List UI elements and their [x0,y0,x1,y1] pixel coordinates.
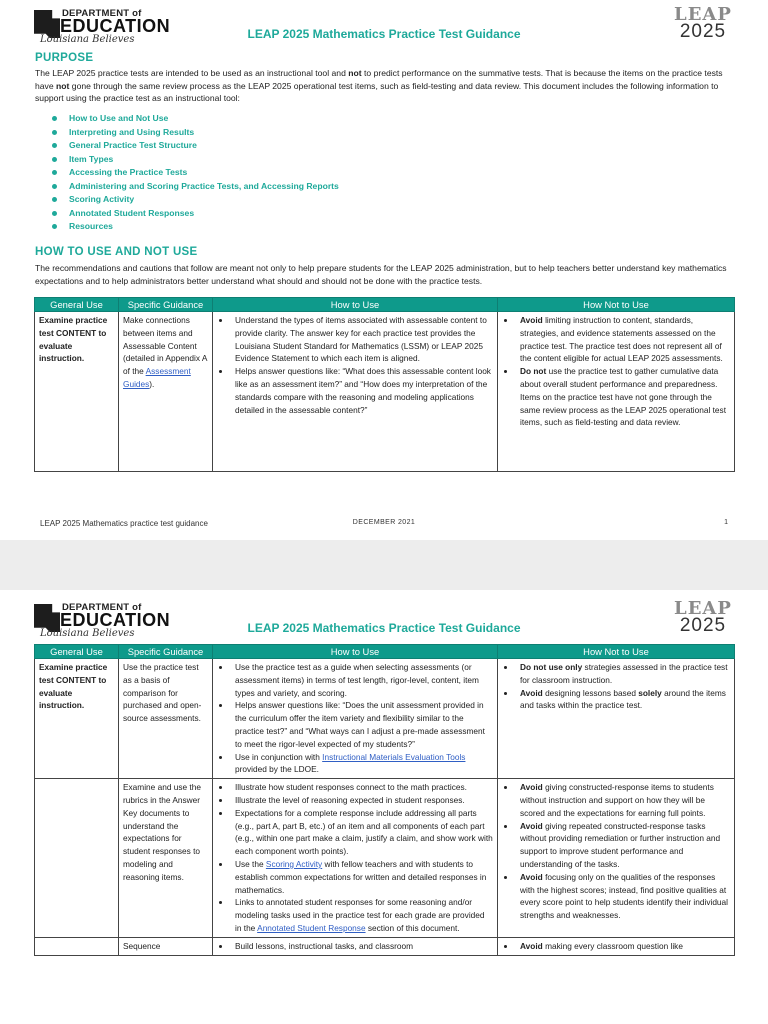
bullet-text: focusing only on the qualities of the responses with the highest scores; instead, find positive qualities at every score point to help students identify their individual strengths and weaknesses. [520,871,729,921]
leap-2025-logo [672,600,734,635]
table-row [35,779,735,938]
column-header: General Use [35,298,119,312]
column-header: How to Use [213,298,498,312]
scoring-activity-link[interactable]: Scoring Activity [265,858,323,869]
general-use-cell: Examine practice test CONTENT to evaluate instruction. [35,312,119,472]
bullet-text: Use the [235,858,264,869]
specific-guidance-cell: Examine and use the rubrics in the Answer Key documents to understand the expectations for student responses to modeling and reasoning items. [119,779,213,938]
specific-guidance-cell: Use the practice test as a basis of comparison for purchased and open-source assessments. [119,659,213,779]
column-header: How Not to Use [498,645,735,659]
purpose-emphasis-not: not [56,80,70,91]
purpose-text-c: gone through the same review process as the LEAP 2025 operational test items, such as field-testing and data review. This document includes the following information to support using the practice test as an instructional tool: [35,80,719,104]
bullet-item [516,687,730,713]
purpose-paragraph [35,67,735,105]
toc-link[interactable]: Interpreting and Using Results [52,126,339,140]
bullet-text: making every classroom question like [545,940,683,951]
bullet-text: section of this document. [367,922,460,933]
purpose-text-a: The LEAP 2025 practice tests are intended to be used as an instructional tool and [35,68,346,78]
contents-list [52,112,339,234]
emphasis: Avoid [520,940,543,951]
bullet-item [516,365,730,429]
how-to-use-cell [213,312,498,472]
leap-logo-line1: LEAP [674,4,732,25]
toc-link[interactable]: Item Types [52,153,339,167]
how-to-use-cell [213,779,498,938]
table-header-row [35,298,735,312]
document-page-2 [0,590,768,1024]
bullet-item [231,896,493,934]
bullet-text: around the items and tasks within the practice test. [520,687,726,711]
bullet-item [516,871,730,922]
toc-link[interactable]: Accessing the Practice Tests [52,166,339,180]
bullet-text: Links to annotated student responses for some reasoning and/or modeling tasks used in the practice test for each grade are provided in the [235,897,485,933]
how-to-use-heading: HOW TO USE AND NOT USE [35,246,198,258]
leap-logo-line2: 2025 [679,21,727,42]
purpose-emphasis-not: not [348,68,362,78]
column-header: Specific Guidance [119,298,213,312]
bullet-item: • Helps answer questions like: “What does this assessable content look like as an assessment item?” and “How does my interpretation of the standards compare with the reasoning and modeling applications detailed in the assessable content?” [231,365,493,416]
how-to-use-cell [213,659,498,779]
how-not-to-use-cell [498,937,735,955]
emphasis: Avoid [520,782,543,793]
logo-education-text: EDUCATION [60,16,171,36]
instructional-materials-link[interactable]: Instructional Materials Evaluation Tools [322,751,466,762]
bullet-text: limiting instruction to content, standards, strategies, and evidence statements assessed on the practice test. The practice test does not represent all of the content eligible for actual LEAP 2025 assessments. [520,315,723,364]
page-header-title: LEAP 2025 Mathematics Practice Test Guidance [247,27,521,41]
specific-text-end: ). [149,378,155,389]
bullet-item [231,858,493,896]
logo-dept-text: DEPARTMENT of [62,8,142,19]
logo-dept-text: DEPARTMENT of [62,602,142,613]
purpose-heading: PURPOSE [35,52,94,64]
table-row [35,659,735,779]
bullet-text: use the practice test to gather cumulative data about overall student performance and preparedness. Items on the practice test have not gone through the same review process as the LEAP 2025 operational test items, such as field-testing and data review. [520,366,727,428]
toc-link[interactable]: Scoring Activity [52,193,339,207]
toc-link[interactable]: Annotated Student Responses [52,207,339,221]
leap-logo-line1: LEAP [674,598,732,619]
bullet-item [516,314,730,365]
column-header: Specific Guidance [119,645,213,659]
bullet-item: • Illustrate how student responses connect to the math practices. [231,781,493,794]
bullet-text: strategies assessed in the practice test for classroom instruction. [520,662,728,685]
bullet-text: Use in conjunction with [235,751,320,762]
bullet-item: • Illustrate the level of reasoning expected in student responses. [231,794,493,807]
toc-link[interactable]: How to Use and Not Use [52,112,339,126]
how-to-use-paragraph: The recommendations and cautions that follow are meant not only to help prepare students for the LEAP 2025 administration, but to help teachers better understand key mathematics expectations and to help administrators better understand what should and should not be done with the practice tests. [35,263,727,286]
bullet-item [516,781,730,819]
column-header: General Use [35,645,119,659]
bullet-text: designing lessons based [545,687,636,698]
emphasis: solely [638,687,662,698]
toc-link[interactable]: General Practice Test Structure [52,139,339,153]
bullet-item [516,820,730,871]
bullet-item [231,751,493,777]
footer-page-number: 1 [724,519,728,526]
leap-2025-logo [672,6,734,41]
guidance-table [34,297,735,472]
how-to-use-cell [213,937,498,955]
bullet-item: • Helps answer questions like: “Does the unit assessment provided in the curriculum offer the item variety and flexibility similar to the practice test?” and “What ways can I adjust a pre-made assessment to meet the rigor-level expected of my students?” [231,699,493,750]
general-use-cell [35,937,119,955]
bullet-text: with fellow teachers and with students to establish common expectations for written and detailed responses in mathematics. [235,858,487,895]
general-use-cell [35,779,119,938]
footer-date: DECEMBER 2021 [352,519,416,526]
bullet-item: • Use the practice test as a guide when selecting assessments (or assessment items) in terms of test length, rigor-level, content, item types and variety, and scoring. [231,661,493,699]
emphasis: Do not [520,366,547,377]
bullet-text: giving repeated constructed-response tasks without providing remediation or further instruction and support to improve student performance and understanding of the tasks. [520,820,721,869]
emphasis: Avoid [520,871,543,882]
column-header: How Not to Use [498,298,735,312]
logo-education-text: EDUCATION [60,610,171,630]
purpose-text-b: to predict performance on the summative tests. That is because the items on the practice tests have [35,68,723,91]
emphasis: Avoid [520,315,543,325]
how-not-to-use-cell [498,659,735,779]
emphasis: Do not use only [520,662,583,672]
assessment-guides-link[interactable]: Assessment Guides [123,366,191,389]
bullet-item: • Expectations for a complete response include addressing all parts (e.g., part A, part B, etc.) of an item and all components of each part (e.g., within one part make a claim, justify a claim, and show work with each component worth points). [231,807,493,858]
bullet-item [516,940,730,953]
annotated-student-response-link[interactable]: Annotated Student Response [257,922,366,933]
bullet-text: provided by the LDOE. [235,764,319,775]
specific-guidance-cell: Sequence [119,937,213,955]
bullet-text: giving constructed-response items to students without instruction and support on how they will be scored and the expectations for earning full points. [520,782,714,818]
toc-link[interactable]: Administering and Scoring Practice Tests, and Accessing Reports [52,180,339,194]
bullet-item: • Understand the types of items associated with assessable content to provide clarity. The answer key for each practice test provides the Louisiana Student Standard for Mathematics (LSSM) or LEAP 2025 Evidence Statement to which each item is aligned. [231,314,493,365]
specific-text: Make connections between items and Assessable Content (detailed in Appendix A of the [123,315,207,377]
leap-logo-line2: 2025 [679,615,727,636]
general-use-cell: Examine practice test CONTENT to evaluate instruction. [35,659,119,779]
page-header-title: LEAP 2025 Mathematics Practice Test Guidance [247,621,521,635]
guidance-table [34,644,735,956]
bullet-item: • Build lessons, instructional tasks, and classroom [231,940,493,953]
table-header-row [35,645,735,659]
column-header: How to Use [213,645,498,659]
how-not-to-use-cell [498,779,735,938]
toc-link[interactable]: Resources [52,220,339,234]
logo-tagline: Louisiana Believes [40,34,135,45]
emphasis: Avoid [520,687,543,698]
table-row [35,312,735,472]
specific-guidance-cell [119,312,213,472]
how-not-to-use-cell [498,312,735,472]
table-row [35,937,735,955]
footer-doc-title: LEAP 2025 Mathematics practice test guidance [40,519,208,528]
logo-tagline: Louisiana Believes [40,628,135,639]
bullet-item [516,661,730,687]
emphasis: Avoid [520,820,543,831]
